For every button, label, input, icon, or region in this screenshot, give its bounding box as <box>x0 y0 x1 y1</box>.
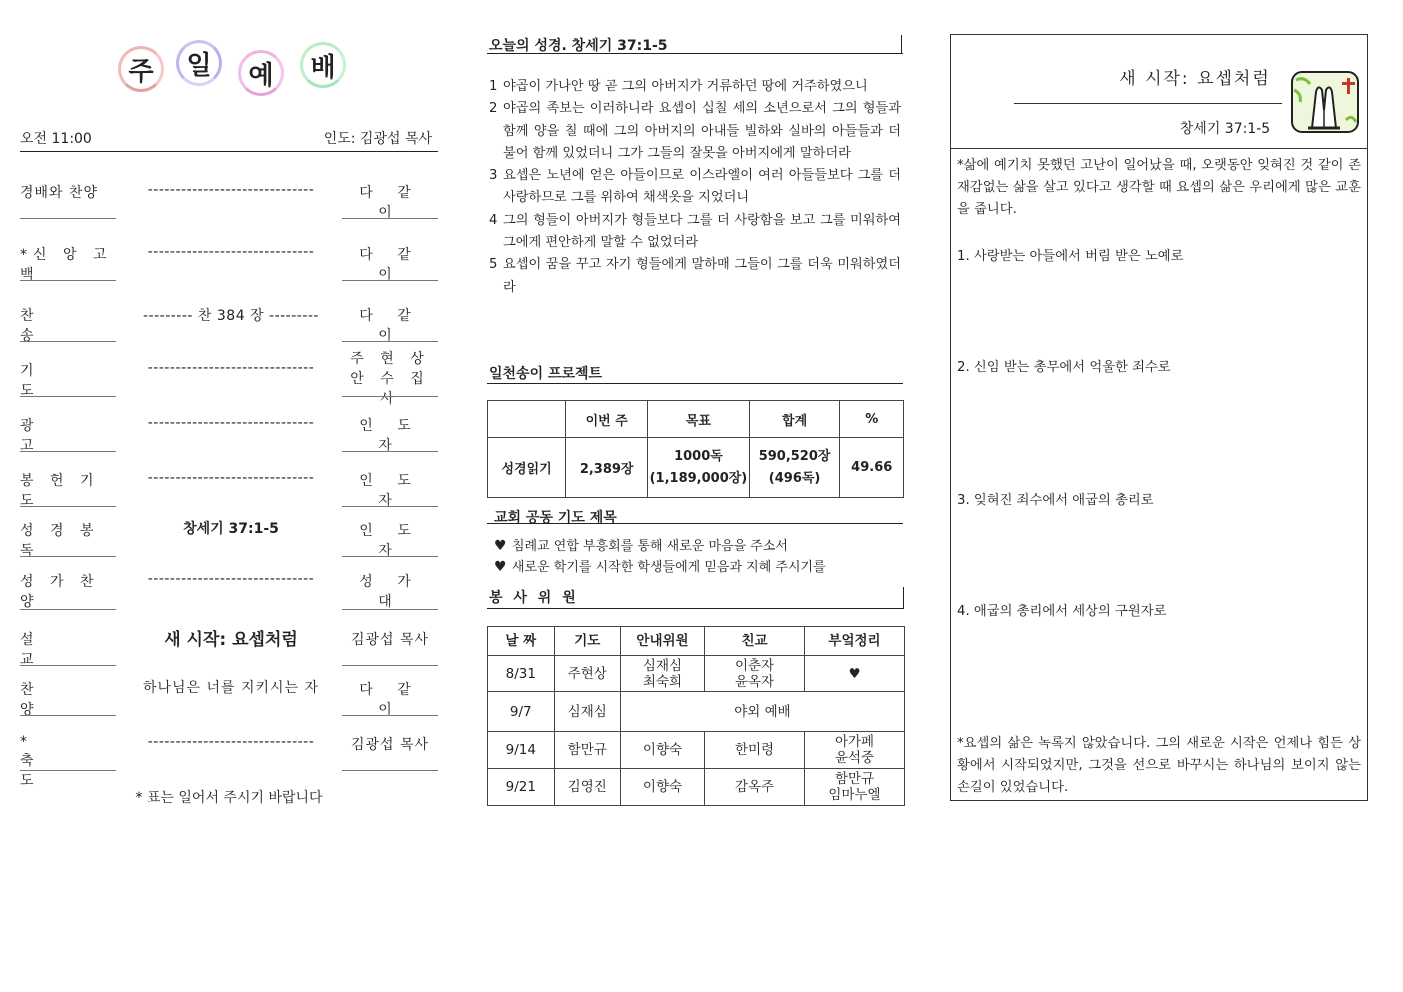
verse: 2 야곱의 족보는 이러하니라 요셉이 십칠 세의 소년으로서 그의 형들과 함께 양을 칠 때에 그의 아버지의 아내들 빌하와 실바의 아들들과 더불어 함께 있었더니 그가 그들의 잘못을 아버지에게 말하더라 <box>489 101 901 161</box>
order-row <box>20 506 440 559</box>
service-title: 봉 사 위 원 <box>489 590 579 606</box>
verse: 3 요셉은 노년에 얻은 아들이므로 이스라엘이 여러 아들들보다 그를 더 사랑하므로 그를 위하여 채색옷을 지었더니 <box>489 168 901 206</box>
heart-icon: ♥ <box>805 656 905 692</box>
order-item-detail: ------------------------------ <box>147 182 315 198</box>
verse: 5 요셉이 꿈을 꾸고 자기 형들에게 말하매 그들이 그를 더욱 미워하였더라 <box>489 257 901 295</box>
title-char: 주 <box>118 46 164 92</box>
divider <box>487 53 903 54</box>
service-time: 오전 11:00 <box>20 131 92 147</box>
table-row: 날 짜 기도 안내위원 친교 부엌정리 <box>488 627 905 656</box>
sermon-title: 새 시작: 요셉처럼 <box>1119 69 1271 89</box>
order-item-detail: 하나님은 너를 지키시는 자 <box>142 680 320 696</box>
order-item-detail: ------------------------------ <box>147 244 315 260</box>
divider <box>950 148 1368 149</box>
order-row <box>20 456 440 509</box>
order-item-detail: ------------------------------ <box>147 571 315 587</box>
table-row: 이번 주 목표 합계 % <box>488 401 904 438</box>
order-item-name: *신 앙 고 백 <box>20 247 113 283</box>
service-meta <box>20 126 438 150</box>
praying-hands-icon <box>1290 70 1360 134</box>
divider <box>487 523 903 524</box>
title-char: 배 <box>300 42 346 88</box>
heart-icon: ♥ <box>494 559 507 575</box>
divider <box>1014 103 1282 104</box>
sermon-reference: 창세기 37:1-5 <box>1179 121 1271 137</box>
verse: 4 그의 형들이 아버지가 형들보다 그를 더 사랑함을 보고 그를 미워하여 그에게 편안하게 말할 수 없었더라 <box>489 212 901 251</box>
order-row <box>20 230 440 283</box>
order-item-name: *축 도 <box>20 734 86 789</box>
order-item-name: 성 가 찬 양 <box>20 574 100 610</box>
heart-icon: ♥ <box>494 538 507 554</box>
divider <box>903 587 904 609</box>
sermon-point: 4. 애굽의 총리에서 세상의 구원자로 <box>957 604 1167 619</box>
order-item-name: 성 경 봉 독 <box>20 523 100 559</box>
service-leader: 인도: 김광섭 목사 <box>323 131 432 147</box>
standing-note: * 표는 일어서 주시기 바랍니다 <box>135 790 323 806</box>
project-table <box>487 400 904 498</box>
order-row <box>20 665 440 718</box>
sermon-point: 1. 사랑받는 아들에서 버림 받은 노예로 <box>957 249 1184 264</box>
prayer-title: 교회 공동 기도 제목 <box>494 510 617 526</box>
list-item: ♥ 새로운 학기를 시작한 학생들에게 믿음과 지혜 주시기를 <box>494 557 904 578</box>
title-char: 일 <box>176 40 222 86</box>
order-item-detail: ------------------------------ <box>147 734 315 750</box>
order-item-person: 인 도 자 <box>359 473 421 509</box>
order-row <box>20 615 440 668</box>
table-row: 9/21 김영진 이향숙 감옥주 함만규 임마누엘 <box>488 769 905 806</box>
sermon-point: 2. 신임 받는 총무에서 억울한 죄수로 <box>957 360 1171 375</box>
order-item-name: 찬 양 <box>20 682 86 718</box>
order-item-detail: ------------------------------ <box>147 470 315 486</box>
order-item-detail: ------------------------------ <box>147 360 315 376</box>
verse: 1 야곱이 가나안 땅 곧 그의 아버지가 거류하던 땅에 거주하였으니 <box>489 79 868 94</box>
title-char: 예 <box>238 50 284 96</box>
sermon-closing: *요셉의 삶은 녹록지 않았습니다. 그의 새로운 시작은 언제나 힘든 상황에서 시작되었지만, 그것을 선으로 바꾸시는 하나님의 보이지 않는 손길이 있었습니다. <box>957 736 1361 795</box>
order-item-detail: 창세기 37:1-5 <box>183 521 279 537</box>
order-item-name: 기 도 <box>20 363 86 399</box>
project-title: 일천송이 프로젝트 <box>489 366 603 382</box>
divider <box>901 35 902 54</box>
divider <box>487 608 903 609</box>
order-item-name: 설 교 <box>20 632 86 668</box>
service-table <box>487 626 905 806</box>
order-row <box>20 720 440 789</box>
prayer-list <box>494 536 904 578</box>
order-item-detail: ------------------------------ <box>147 415 315 431</box>
order-item-name: 봉 헌 기 도 <box>20 473 100 509</box>
scripture-passage <box>489 76 901 299</box>
order-row <box>20 401 440 454</box>
order-row <box>20 557 440 610</box>
order-item-person: 다 같 이 <box>359 185 421 221</box>
table-row: 9/14 함만규 이향숙 한미령 아가페 윤석중 <box>488 732 905 769</box>
divider <box>487 383 903 384</box>
order-row <box>20 291 440 344</box>
table-row: 9/7 심재심 야외 예배 <box>488 692 905 732</box>
divider <box>20 151 438 152</box>
table-row: 성경읽기 2,389장 1000독 (1,189,000장) 590,520장 (496독) 49.66 <box>488 438 904 498</box>
order-row <box>20 346 440 407</box>
table-row: 8/31 주현상 심재심 최숙희 이춘자 윤옥자 ♥ <box>488 656 905 692</box>
sermon-notes-box <box>950 34 1368 801</box>
order-item-person: 김광섭 목사 <box>350 737 430 753</box>
order-item-person: 다 같 이 <box>359 247 421 283</box>
order-item-person: 다 같 이 <box>359 308 421 344</box>
order-item-person: 인 도 자 <box>359 418 421 454</box>
reading-title: 오늘의 성경. 창세기 37:1-5 <box>489 38 668 54</box>
order-item-name: 찬 송 <box>20 308 86 344</box>
order-item-person: 인 도 자 <box>359 523 421 559</box>
order-item-name: 광 고 <box>20 418 86 454</box>
order-item-person: 다 같 이 <box>359 682 421 718</box>
sermon-title-inline: 새 시작: 요셉처럼 <box>164 630 298 650</box>
order-item-person: 성 가 대 <box>359 574 421 610</box>
order-item-name: 경배와 찬양 <box>20 185 99 201</box>
order-row <box>20 168 440 221</box>
sermon-point: 3. 잊혀진 죄수에서 애굽의 총리로 <box>957 493 1154 508</box>
order-item-person: 주 현 상 안 수 집 사 <box>350 351 430 407</box>
list-item: ♥ 침례교 연합 부흥회를 통해 새로운 마음을 주소서 <box>494 536 904 557</box>
order-item-person: 김광섭 목사 <box>350 632 430 648</box>
order-item-detail: --------- 찬 384 장 --------- <box>142 308 319 324</box>
bulletin-title <box>110 40 360 102</box>
sermon-intro: *삶에 예기치 못했던 고난이 일어났을 때, 오랫동안 잊혀진 것 같이 존재감없는 삶을 살고 있다고 생각할 때 요셉의 삶은 우리에게 많은 교훈을 줍니다. <box>957 158 1361 217</box>
